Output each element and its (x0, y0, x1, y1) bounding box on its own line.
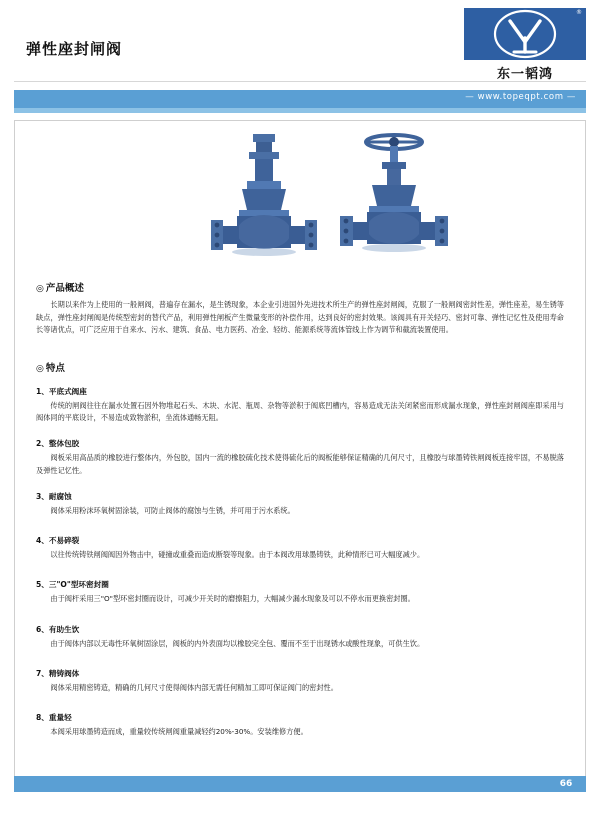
feature-body: 由于阀体内部以无毒性环氧树固涂层，阀板的内外表面均以橡胶完全包、覆而不至于出现锈水或酸性现象，可供生饮。 (50, 638, 425, 648)
features-section (36, 360, 564, 745)
feature-item (36, 668, 564, 694)
page-title: 弹性座封闸阀 (26, 40, 123, 58)
company-name: 东一韬鸿 (496, 67, 553, 82)
dash-left: — (465, 92, 475, 102)
feature-title: 1、平底式阀座 (36, 387, 87, 396)
feature-body: 本阀采用球墨铸造而成，重量较传统闸阀重量减轻约20%-30%。安装维修方便。 (50, 727, 308, 737)
page-header (0, 0, 600, 122)
header-blue-bar-secondary (14, 108, 586, 113)
company-monogram-icon (464, 8, 586, 60)
feature-item (36, 712, 564, 738)
dash-right: — (566, 92, 576, 102)
company-logo (464, 8, 586, 88)
feature-title: 2、整体包胶 (36, 439, 80, 449)
overview-heading-text: 产品概述 (45, 283, 84, 294)
feature-body: 以往传统铸铁闸阀阀因外物击中，碰撞或重叠而造成断裂等现象。由于本阀改用球墨铸铁，此种情形已可大幅度减少。 (50, 550, 425, 560)
feature-item (36, 579, 564, 605)
registered-mark: ® (576, 9, 582, 16)
footer-blue-bar (14, 776, 586, 792)
feature-title: 6、有助生饮 (36, 624, 80, 634)
bullet-icon: ◎ (36, 284, 44, 294)
feature-body: 传统的闸阀往往在漏水处置石因外物堆起石头、木块、水泥、瓶周、杂物等淤积于阀底凹槽内，容易造成无法关闭紧密而形成漏水现象，弹性座封闸阀座即采用与阀体同的平底设计，不易造成致物淤积，坐流体通畅无阻。 (36, 401, 564, 423)
feature-item (36, 386, 564, 424)
overview-heading (36, 280, 564, 294)
feature-body: 阀体采用精密铸造，精确的几何尺寸使得阀体内部无需任何精加工即可保证阀门的密封性。 (50, 682, 338, 692)
gate-valve-handwheel-illustration (334, 128, 454, 276)
features-heading (36, 360, 564, 374)
feature-title: 5、三"O"型环密封圈 (36, 580, 109, 590)
feature-body: 阀板采用高品质的橡胶进行整体内，外包胶，国内一流的橡胶硫化技术使得硫化后的阀板能够保证精确的几何尺寸，且橡胶与球墨铸铁闸阀板连接牢固，不易脱落及弹性记忆性。 (36, 453, 564, 475)
product-image-area (14, 128, 586, 276)
feature-title: 4、不易碎裂 (36, 536, 80, 546)
feature-item (36, 624, 564, 650)
product-overview-section (36, 280, 564, 337)
feature-body: 由于阀杆采用三"O"型环密封圈而设计，可减少开关时的磨擦阻力，大幅减少漏水现象及可以不停水而更换密封圈。 (50, 594, 415, 604)
bullet-icon: ◎ (36, 364, 44, 374)
feature-title: 3、耐腐蚀 (36, 491, 72, 501)
gate-valve-flanged-illustration (209, 128, 319, 276)
overview-paragraph: 长期以来作为上使用的一般闸阀，普遍存在漏水，是生锈现象，本企业引进国外先进技术所生产的弹性座封闸阀，克服了一般闸阀密封性差，弹性座差，易生锈等缺点，弹性座封闸阀是传统型密封的替代产品，利用弹性闸板产生微量变形的补偿作用，达到良好的密封效果。该阀具有开关轻巧、密封可靠、弹性记忆性及使用寿命长等诸优点，可广泛应用于自来水、污水、建筑、食品、电力医药、冶金、轻纺、能源系统等流体管线上作为调节和截流装置使用。 (36, 300, 564, 335)
website-url (465, 92, 576, 102)
feature-item (36, 535, 564, 561)
feature-item (36, 438, 564, 476)
page-number: 66 (559, 779, 573, 789)
features-heading-text: 特点 (45, 363, 65, 374)
feature-item (36, 491, 564, 517)
feature-title: 7、精铸阀体 (36, 668, 80, 678)
feature-title: 8、重量轻 (36, 713, 72, 723)
website-url-text: www.topeqpt.com (477, 92, 564, 102)
monogram-glyph-icon (464, 8, 586, 60)
feature-body: 阀体采用粉沫环氧树固涂装，可防止阀体的腐蚀与生锈，并可用于污水系统。 (50, 505, 295, 515)
